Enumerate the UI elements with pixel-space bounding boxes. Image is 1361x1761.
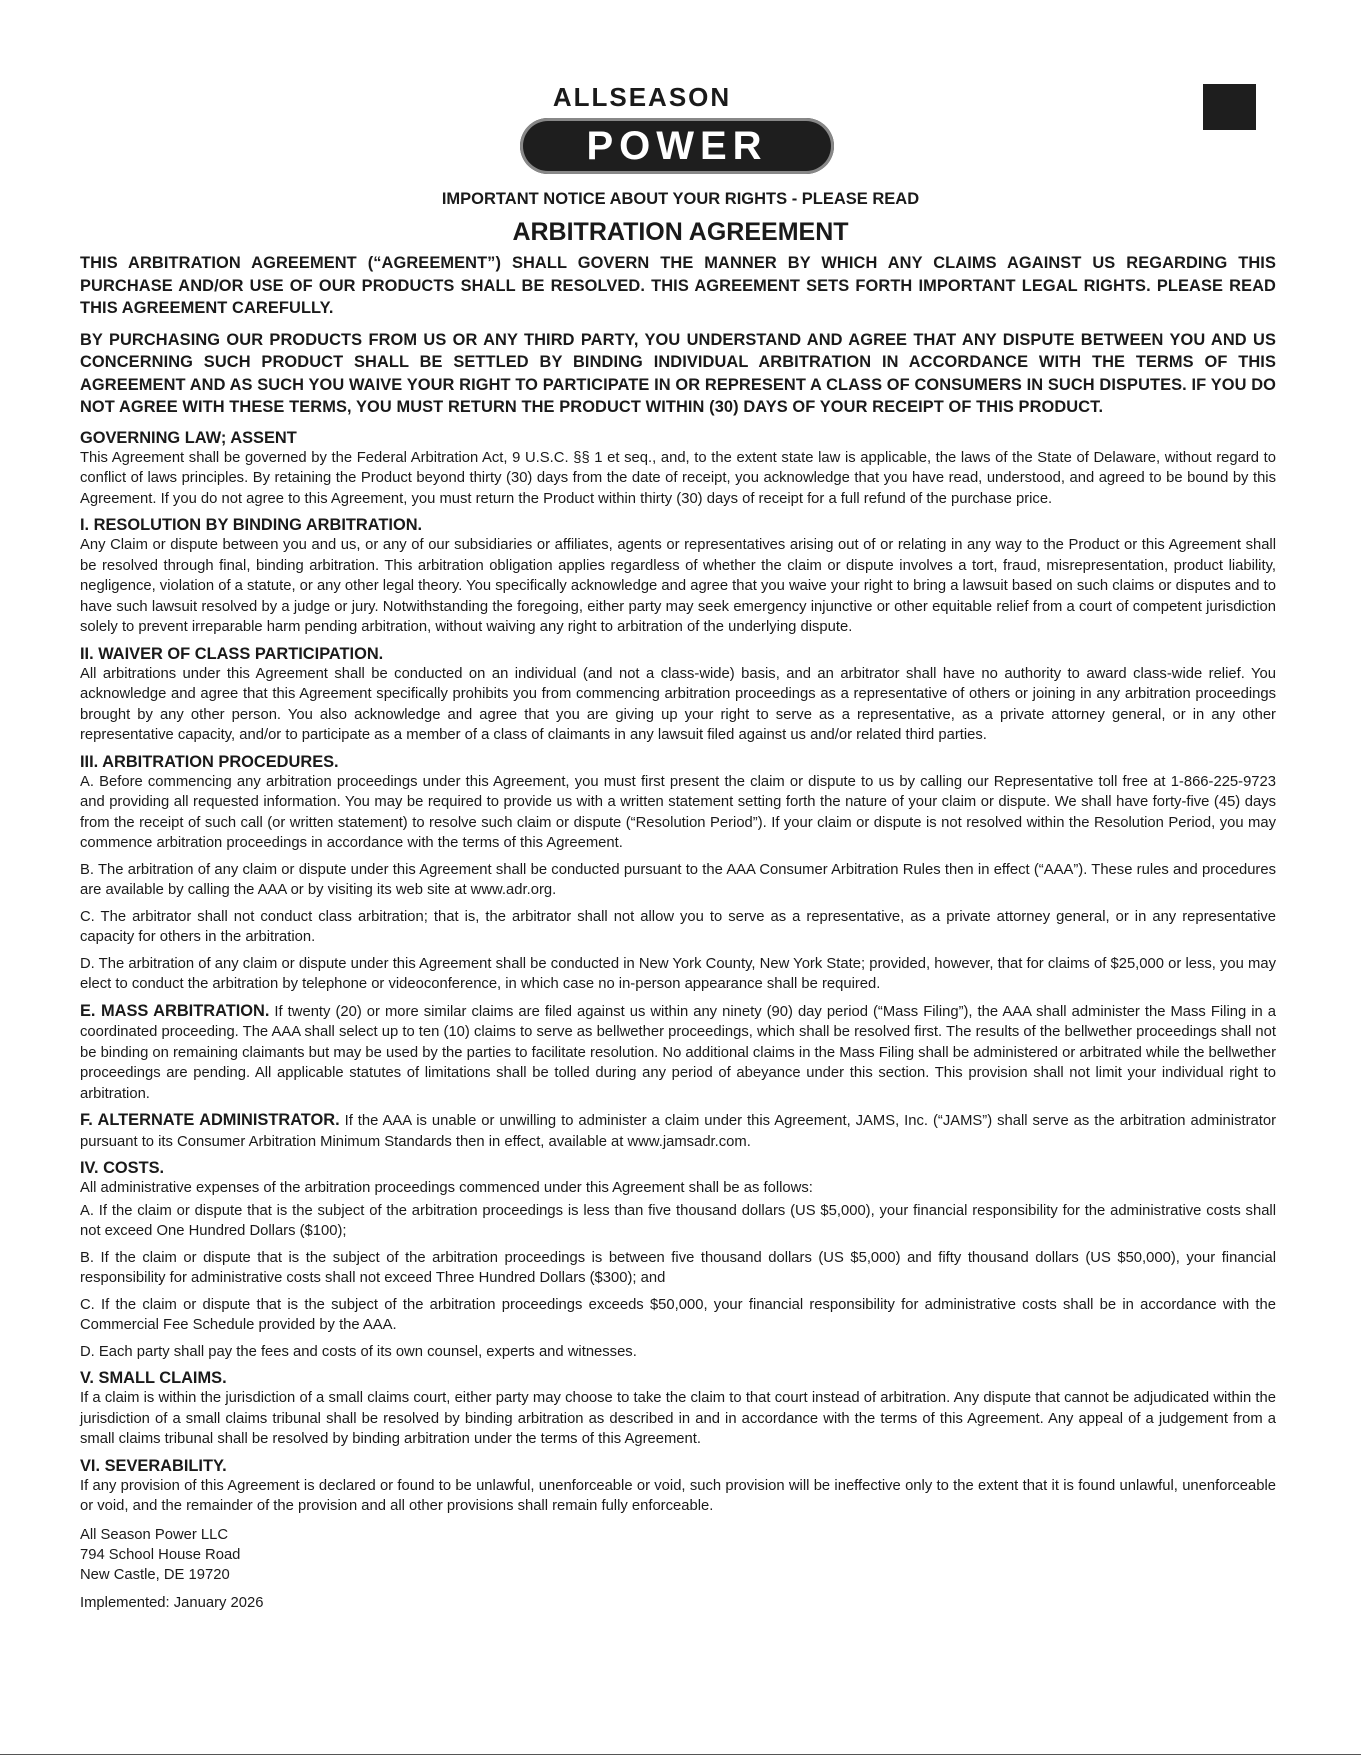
company-city: New Castle, DE 19720 — [80, 1566, 230, 1583]
section3-d: D. The arbitration of any claim or dispute under this Agreement shall be conducted in New York County, New York State; provided, however, that for claims of $25,000 or less, you may elect to conduct the arbitration by telephone or videoconference, in which case no in-person appearance shall be required. — [80, 955, 1276, 992]
section1-text: Any Claim or dispute between you and us, or any of our subsidiaries or affiliates, agents or representatives arising out of or relating in any way to the Product or this Agreement shall be resolved through final, binding arbitration. This arbitration obligation applies regardless of whether the claim or dispute involves a tort, fraud, misrepresentation, product liability, negligence, violation of a statute, or any other legal theory. You specifically acknowledge and agree that you waive your right to bring a lawsuit based on such claims or disputes and to have such lawsuit resolved by a judge or jury. Notwithstanding the foregoing, either party may seek emergency injunctive or other equitable relief from a court of competent jurisdiction solely to prevent irreparable harm pending arbitration, without waiving any right to arbitration of the underlying dispute. — [80, 537, 1276, 635]
intro-paragraph-2: BY PURCHASING OUR PRODUCTS FROM US OR ANY THIRD PARTY, YOU UNDERSTAND AND AGREE THAT ANY DISPUTE BETWEEN YOU AND US CONCERNING SUCH PRODUCT SHALL BE SETTLED BY BINDING INDIVIDUAL ARBITRATION IN ACCORDANCE WITH THE TERMS OF THIS AGREEMENT AND AS SUCH YOU WAIVE YOUR RIGHT TO PARTICIPATE IN OR REPRESENT A CLASS OF CONSUMERS IN SUCH DISPUTES. IF YOU DO NOT AGREE WITH THESE TERMS, YOU MUST RETURN THE PRODUCT WITHIN (30) DAYS OF YOUR RECEIPT OF THIS PRODUCT. — [80, 330, 1276, 416]
notice-heading: IMPORTANT NOTICE ABOUT YOUR RIGHTS - PLEASE READ — [441, 190, 920, 208]
section6-heading: VI. SEVERABILITY. — [80, 1456, 227, 1475]
company-name: All Season Power LLC — [80, 1526, 229, 1543]
section6-text: If any provision of this Agreement is declared or found to be unlawful, unenforceable or void, such provision will be ineffective only to the extent that it is found unlawful, unenforceable or void, and the remainder of the provision and all other provisions shall remain fully enforceable. — [80, 1477, 1276, 1514]
governing-heading: GOVERNING LAW; ASSENT — [80, 428, 297, 447]
section3-f-text: If the AAA is unable or unwilling to administer a claim under this Agreement, JAMS, Inc. (“JAMS”) shall serve as the arbitration administrator pursuant to its Consumer Arbitration Minimum Standards then in effect, available at www.jamsadr.com. — [80, 1113, 1277, 1150]
section3-b: B. The arbitration of any claim or dispute under this Agreement shall be conducted pursuant to the AAA Consumer Arbitration Rules then in effect (“AAA”). These rules and procedures are available by calling the AAA or by visiting its web site at www.adr.org. — [80, 861, 1276, 898]
logo-badge — [520, 118, 834, 174]
bottom-rule — [0, 1754, 1361, 1755]
corner-mark — [1203, 84, 1256, 130]
section3-c: C. The arbitrator shall not conduct class arbitration; that is, the arbitrator shall not allow you to serve as a representative, as a private attorney general, or in any representative capacity for others in the arbitration. — [80, 908, 1276, 945]
section4-c: C. If the claim or dispute that is the subject of the arbitration proceedings exceeds $50,000, your financial responsibility for administrative costs shall be in accordance with the Commercial Fee Schedule provided by the AAA. — [80, 1296, 1276, 1333]
section4-a: A. If the claim or dispute that is the subject of the arbitration proceedings is less than five thousand dollars (US $5,000), your financial responsibility for the administrative costs shall not exceed One Hundred Dollars ($100); — [80, 1202, 1276, 1239]
section2-text: All arbitrations under this Agreement shall be conducted on an individual (and not a class-wide) basis, and an arbitrator shall have no authority to award class-wide relief. You acknowledge and agree that this Agreement specifically prohibits you from commencing arbitration proceedings as a representative of others or joining in any arbitration proceedings brought by any other person. You also acknowledge and agree that you are giving up your right to serve as a representative, as a private attorney general, or in any other representative capacity, and/or to participate as a member of a class of claimants in any lawsuit filed against us and/or related third parties. — [80, 665, 1276, 743]
logo-word: POWER — [586, 124, 768, 168]
governing-text: This Agreement shall be governed by the Federal Arbitration Act, 9 U.S.C. §§ 1 et seq., and, to the extent state law is applicable, the laws of the State of Delaware, without regard to conflict of laws principles. By retaining the Product beyond thirty (30) days from the date of receipt, you acknowledge that you have read, understood, and agreed to be bound by this Agreement. If you do not agree to this Agreement, you must return the Product within thirty (30) days of receipt for a full refund of the purchase price. — [80, 449, 1276, 507]
section3-e-heading: E. MASS ARBITRATION. — [80, 1001, 270, 1020]
company-address — [80, 1525, 1276, 1585]
section3-heading: III. ARBITRATION PROCEDURES. — [80, 752, 339, 771]
section4-heading: IV. COSTS. — [80, 1159, 165, 1177]
section4-intro: All administrative expenses of the arbitration proceedings commenced under this Agreement shall be as follows: — [80, 1180, 813, 1196]
implemented-date: Implemented: January 2026 — [80, 1594, 264, 1611]
section3-f-heading: F. ALTERNATE ADMINISTRATOR. — [80, 1111, 340, 1129]
company-street: 794 School House Road — [80, 1546, 241, 1563]
section5-heading: V. SMALL CLAIMS. — [80, 1369, 227, 1387]
logo-top-text: ALLSEASON — [552, 82, 732, 112]
section3-e — [80, 1001, 1276, 1105]
section2-heading: II. WAIVER OF CLASS PARTICIPATION. — [80, 644, 384, 663]
section1-heading: I. RESOLUTION BY BINDING ARBITRATION. — [80, 516, 423, 534]
section3-a: A. Before commencing any arbitration proceedings under this Agreement, you must first present the claim or dispute to us by calling our Representative toll free at 1-866-225-9723 and providing all requested information. You may be required to provide us with a written statement setting forth the nature of your claim or dispute. We shall have forty-five (45) days from the receipt of such call (or written statement) to resolve such claim or dispute (“Resolution Period”). If your claim or dispute is not resolved within the Resolution Period, you may commence arbitration proceedings in accordance with the terms of this Agreement. — [80, 773, 1276, 851]
logo — [442, 82, 842, 182]
section3-f — [80, 1110, 1276, 1152]
section4-d: D. Each party shall pay the fees and costs of its own counsel, experts and witnesses. — [80, 1343, 637, 1360]
section5-text: If a claim is within the jurisdiction of a small claims court, either party may choose to take the claim to that court instead of arbitration. Any dispute that cannot be adjudicated within the jurisdiction of a small claims tribunal shall be resolved by binding arbitration as described in and in accordance with the terms of this Agreement. Any appeal of a judgement from a small claims tribunal shall be resolved by binding arbitration under the terms of this Agreement. — [80, 1390, 1276, 1447]
section3-e-text: If twenty (20) or more similar claims are filed against us within any ninety (90) day period (“Mass Filing”), the AAA shall administer the Mass Filing in a coordinated proceeding. The AAA shall select up to ten (10) claims to serve as bellwether proceedings, which shall be resolved first. The results of the bellwether proceedings shall not be binding on remaining claimants but may be used by the parties to facilitate resolution. No additional claims in the Mass Filing shall be administered or arbitrated while the bellwether proceedings are pending. All applicable statutes of limitations shall be tolled during any period of abeyance under this section. This provision shall not limit your individual right to arbitration. — [80, 1003, 1276, 1102]
page-title: ARBITRATION AGREEMENT — [512, 218, 849, 246]
agreement-body — [80, 252, 1276, 1613]
intro-paragraph-1: THIS ARBITRATION AGREEMENT (“AGREEMENT”) SHALL GOVERN THE MANNER BY WHICH ANY CLAIMS AGAINST US REGARDING THIS PURCHASE AND/OR USE OF OUR PRODUCTS SHALL BE RESOLVED. THIS AGREEMENT SETS FORTH IMPORTANT LEGAL RIGHTS. PLEASE READ THIS AGREEMENT CAREFULLY. — [80, 254, 1276, 317]
section4-b: B. If the claim or dispute that is the subject of the arbitration proceedings is between five thousand dollars (US $5,000) and fifty thousand dollars (US $50,000), your financial responsibility for administrative costs shall not exceed Three Hundred Dollars ($300); and — [80, 1249, 1276, 1286]
